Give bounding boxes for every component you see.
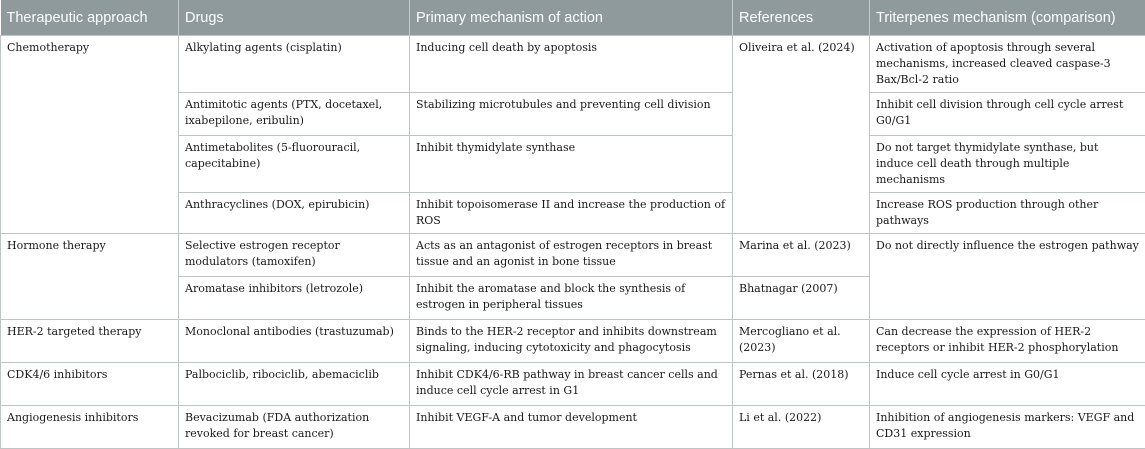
approach-cell: CDK4/6 inhibitors — [1, 363, 179, 406]
drug-cell: Antimetabolites (5-fluorouracil, capecitabine) — [179, 136, 410, 193]
drug-cell: Antimitotic agents (PTX, docetaxel, ixabepilone, eribulin) — [179, 93, 410, 136]
approach-cell: Angiogenesis inhibitors — [1, 406, 179, 449]
header-therapeutic-approach: Therapeutic approach — [1, 0, 179, 36]
mechanism-cell: Binds to the HER-2 receptor and inhibits downstream signaling, inducing cytotoxicity and phagocytosis — [410, 320, 733, 363]
header-references: References — [733, 0, 870, 36]
mechanism-cell: Acts as an antagonist of estrogen receptors in breast tissue and an agonist in bone tissue — [410, 234, 733, 277]
drug-cell: Palbociclib, ribociclib, abemaciclib — [179, 363, 410, 406]
mechanism-cell: Inhibit topoisomerase II and increase the production of ROS — [410, 193, 733, 234]
drug-cell: Selective estrogen receptor modulators (tamoxifen) — [179, 234, 410, 277]
drug-cell: Anthracyclines (DOX, epirubicin) — [179, 193, 410, 234]
drug-cell: Monoclonal antibodies (trastuzumab) — [179, 320, 410, 363]
drug-cell: Aromatase inhibitors (letrozole) — [179, 277, 410, 320]
table-row — [1, 320, 1145, 363]
approach-cell: Chemotherapy — [1, 36, 179, 234]
approach-cell: HER-2 targeted therapy — [1, 320, 179, 363]
triterpenes-cell: Do not directly influence the estrogen pathway — [870, 234, 1145, 320]
triterpenes-cell: Inhibit cell division through cell cycle arrest G0/G1 — [870, 93, 1145, 136]
header-primary-mechanism: Primary mechanism of action — [410, 0, 733, 36]
header-triterpenes-mechanism: Triterpenes mechanism (comparison) — [870, 0, 1145, 36]
reference-cell: Mercogliano et al. (2023) — [733, 320, 870, 363]
triterpenes-cell: Activation of apoptosis through several mechanisms, increased cleaved caspase-3 Bax/Bcl-2 ratio — [870, 36, 1145, 93]
mechanism-cell: Stabilizing microtubules and preventing cell division — [410, 93, 733, 136]
triterpenes-cell: Do not target thymidylate synthase, but induce cell death through multiple mechanisms — [870, 136, 1145, 193]
table-row — [1, 406, 1145, 449]
triterpenes-cell: Increase ROS production through other pathways — [870, 193, 1145, 234]
mechanism-cell: Inhibit VEGF-A and tumor development — [410, 406, 733, 449]
reference-cell: Oliveira et al. (2024) — [733, 36, 870, 234]
reference-cell: Pernas et al. (2018) — [733, 363, 870, 406]
table-row — [1, 36, 1145, 93]
triterpenes-cell: Induce cell cycle arrest in G0/G1 — [870, 363, 1145, 406]
reference-cell: Li et al. (2022) — [733, 406, 870, 449]
triterpenes-cell: Inhibition of angiogenesis markers: VEGF and CD31 expression — [870, 406, 1145, 449]
approach-cell: Hormone therapy — [1, 234, 179, 320]
drug-cell: Alkylating agents (cisplatin) — [179, 36, 410, 93]
reference-cell: Marina et al. (2023) — [733, 234, 870, 277]
header-row — [1, 0, 1145, 36]
table-row — [1, 363, 1145, 406]
mechanism-cell: Inducing cell death by apoptosis — [410, 36, 733, 93]
reference-cell: Bhatnagar (2007) — [733, 277, 870, 320]
mechanism-cell: Inhibit the aromatase and block the synthesis of estrogen in peripheral tissues — [410, 277, 733, 320]
mechanism-cell: Inhibit thymidylate synthase — [410, 136, 733, 193]
drug-cell: Bevacizumab (FDA authorization revoked for breast cancer) — [179, 406, 410, 449]
triterpenes-cell: Can decrease the expression of HER-2 receptors or inhibit HER-2 phosphorylation — [870, 320, 1145, 363]
mechanism-cell: Inhibit CDK4/6-RB pathway in breast cancer cells and induce cell cycle arrest in G1 — [410, 363, 733, 406]
table-row — [1, 234, 1145, 277]
header-drugs: Drugs — [179, 0, 410, 36]
